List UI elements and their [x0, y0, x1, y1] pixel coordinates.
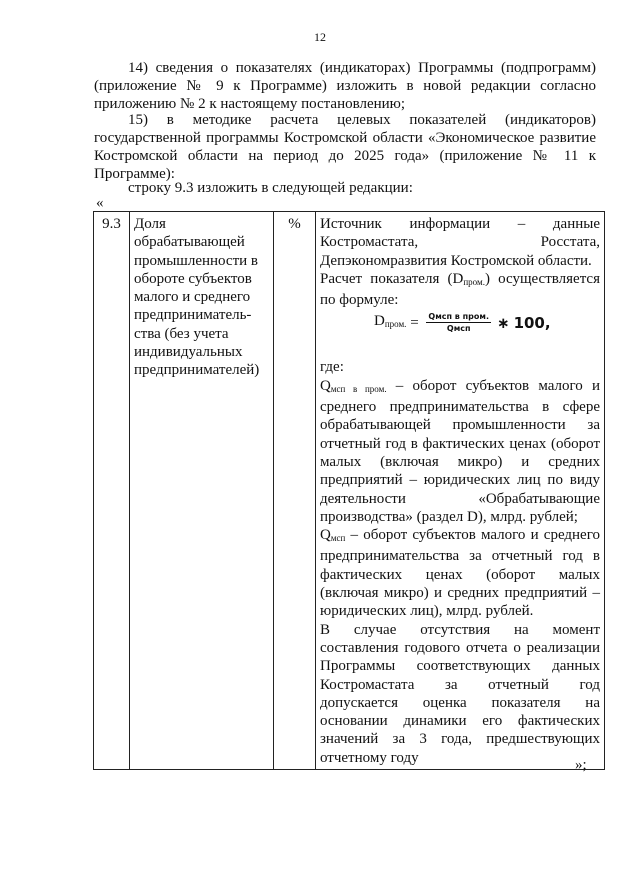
formula-fraction: [426, 311, 491, 334]
definition-q-msp-prom: $Q_{мсп в пром.}$ – оборот субъектов малого и среднего предпринимательства в сфере обрабатывающей промышленности за отчетный год в фактических ценах (оборот малых (включая микро) и средних предприятий – юридических лиц по виду деятельности «Обрабатывающие производства» (раздел D), млрд. рублей;: [320, 377, 600, 525]
source-text: Источник информации – данные Костромастата, Росстата, Депэкономразвития Костромской области.: [320, 216, 600, 269]
paragraph-item-15: 15) в методике расчета целевых показателей (индикаторов) государственной программы Костромской области «Экономическое развитие Костромской области на период до 2025 года» (приложение № 11 к Программе):: [94, 112, 596, 182]
table-row: [94, 212, 605, 770]
methodology-table: [93, 211, 605, 770]
paragraph-item-14: 14) сведения о показателях (индикаторах) Программы (подпрограмм) (приложение № 9 к Программе) изложить в новой редакции согласно приложению № 2 к настоящему постановлению;: [94, 60, 596, 112]
formula-numerator: Qмсп в пром.: [428, 312, 489, 322]
formula-lhs: $D_{пром.}$: [374, 313, 407, 330]
opening-quote: «: [96, 195, 104, 211]
unit-cell: %: [274, 212, 316, 770]
estimation-note: В случае отсутствия на момент составления годового отчета о реализации Программы соответствующих данных Костромастата за отчетный год допускается оценка показателя на основании динамики его фактических значений за 3 года, предшествующих отчетному году: [320, 621, 600, 766]
row-instruction: строку 9.3 изложить в следующей редакции:: [128, 180, 413, 196]
where-label: где:: [320, 359, 344, 376]
indicator-name-cell: Доля обрабатывающей промышленности в обороте субъектов малого и среднего предприниматель-ства (без учета индивидуальных предпринимателей): [130, 212, 274, 770]
formula-multiply: ∗: [496, 313, 510, 332]
calc-intro: Расчет показателя $(D_{пром.})$ осуществляется по формуле:: [320, 270, 600, 309]
formula-multiplier: 100,: [513, 313, 551, 332]
formula-equals: =: [406, 314, 423, 331]
calculation-method-cell: [316, 212, 605, 770]
closing-quote: »;: [575, 757, 587, 773]
formula-denominator: Qмсп: [446, 324, 471, 334]
definition-q-msp: $Q_{мсп}$ – оборот субъектов малого и среднего предпринимательства за отчетный год в фактических ценах (оборот малых (включая микро) и средних предприятий – юридических лиц), млрд. рублей.: [320, 527, 600, 620]
formula: [374, 311, 600, 334]
row-number-cell: 9.3: [94, 212, 130, 770]
page-number: 12: [314, 30, 326, 44]
